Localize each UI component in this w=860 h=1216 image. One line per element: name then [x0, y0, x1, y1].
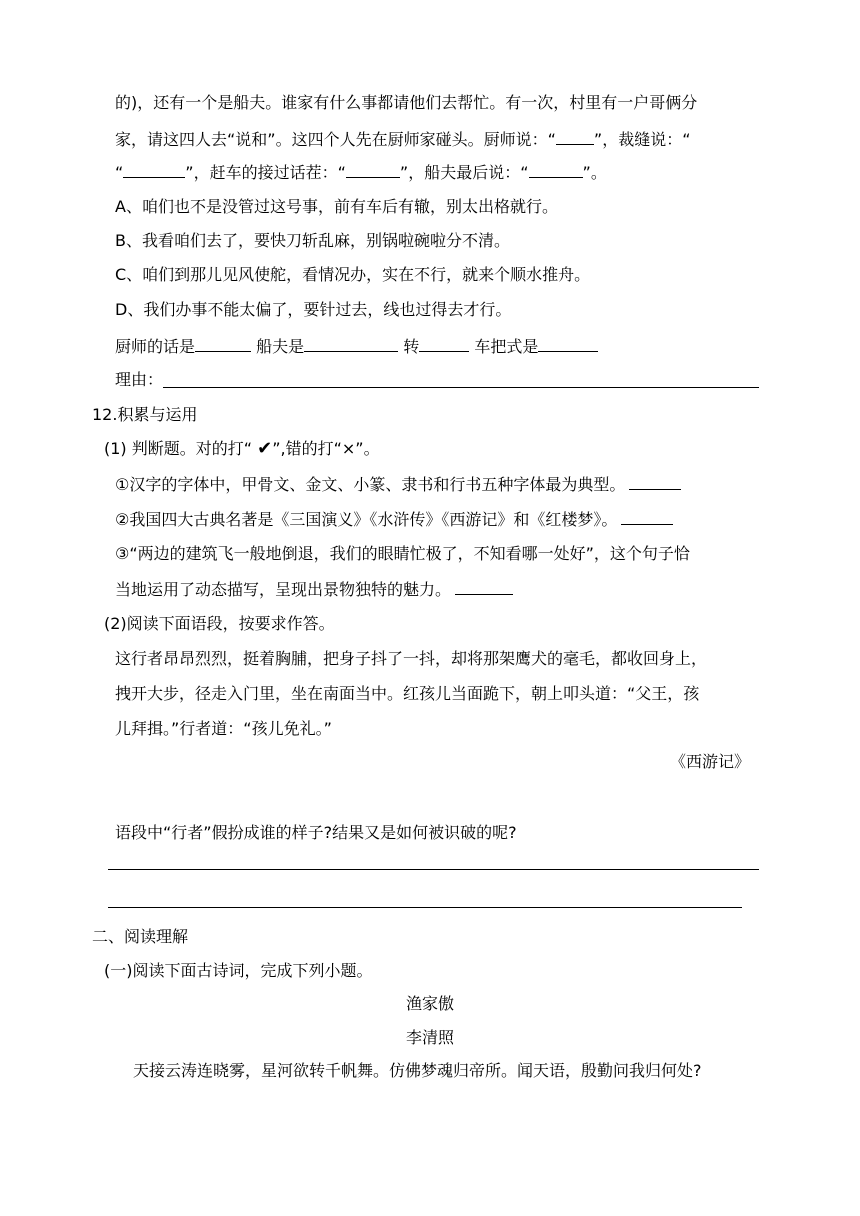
part1-prefix: (1) 判断题。对的打“: [104, 439, 258, 458]
quote-open: “: [115, 163, 124, 182]
q12-item-3-line-2: [115, 578, 513, 601]
question-answer-line-1[interactable]: [108, 869, 759, 870]
q12-item-1: [115, 473, 681, 496]
q12-part1-title: [104, 438, 380, 460]
boatman-says: ，船夫最后说：: [408, 163, 521, 182]
passage-line-3: 儿拜揖。”行者道：“孩儿免礼。”: [115, 719, 332, 738]
item-3-text: 当地运用了动态描写，呈现出景物独特的魅力。: [115, 580, 452, 599]
answer-chef-blank[interactable]: [195, 335, 251, 352]
quote-open: “: [520, 163, 529, 182]
intro-line-3: [115, 161, 607, 184]
driver-quote-blank[interactable]: [346, 161, 400, 178]
intro-line-2: [115, 128, 691, 151]
q12-title: 12.积累与运用: [92, 405, 198, 424]
answer-cart-label: 车把式是: [474, 337, 539, 356]
option-a: A、咱们也不是没管过这号事，前有车后有辙，别太出格就行。: [115, 197, 558, 216]
item-2-blank[interactable]: [621, 508, 673, 525]
answer-cart-blank[interactable]: [538, 335, 598, 352]
answer-chef-label: 厨师的话是: [115, 337, 196, 356]
part1-suffix: ”,错的打“×”。: [272, 439, 380, 458]
quote-open: “: [337, 163, 346, 182]
answer-turn-label: 转: [403, 337, 420, 356]
q12-part2-title: (2)阅读下面语段，按要求作答。: [104, 614, 335, 633]
tailor-quote-blank[interactable]: [123, 161, 185, 178]
quote-close: ”: [593, 130, 603, 149]
answer-turn-blank[interactable]: [419, 335, 469, 352]
quote-open: “: [547, 130, 556, 149]
check-mark-icon: ✔: [257, 438, 273, 459]
chef-quote-blank[interactable]: [556, 128, 594, 145]
reason-answer-line[interactable]: [163, 387, 759, 388]
poem-line-1: 天接云涛连晓雾，星河欲转千帆舞。仿佛梦魂归帝所。闻天语，殷勤问我归何处?: [133, 1061, 702, 1080]
quote-close: ”: [185, 163, 194, 182]
q12-item-2: [115, 508, 673, 531]
passage-source: 《西游记》: [670, 752, 751, 771]
q12-question: 语段中“行者”假扮成谁的样子?结果又是如何被识破的呢?: [115, 823, 517, 842]
quote-close: ”: [582, 163, 591, 182]
reason-label: 理由：: [115, 370, 164, 389]
driver-says: ，赶车的接过话茬：: [193, 163, 338, 182]
question-answer-line-2[interactable]: [108, 907, 742, 908]
item-1-blank[interactable]: [629, 473, 681, 490]
section-2-subtitle: (一)阅读下面古诗词，完成下列小题。: [104, 961, 373, 980]
answer-boat-blank[interactable]: [304, 335, 398, 352]
option-d: D、我们办事不能太偏了，要针过去，线也过得去才行。: [115, 300, 512, 319]
intro-line-1: 的)，还有一个是船夫。谁家有什么事都请他们去帮忙。有一次，村里有一户哥俩分: [115, 93, 698, 112]
boatman-quote-blank[interactable]: [529, 161, 583, 178]
option-c: C、咱们到那儿见风使舵，看情况办，实在不行，就来个顺水推舟。: [115, 265, 591, 284]
item-3-blank[interactable]: [455, 578, 513, 595]
passage-line-2: 拽开大步，径走入门里，坐在南面当中。红孩儿当面跪下，朝上叩头道：“父王，孩: [115, 684, 700, 703]
answer-line: [115, 335, 598, 358]
quote-open: “: [682, 130, 691, 149]
tailor-says: ，裁缝说：: [602, 130, 683, 149]
poem-author: 李清照: [405, 1028, 454, 1047]
period: 。: [590, 163, 607, 182]
answer-boat-label: 船夫是: [256, 337, 305, 356]
intro-line-2-text: 家，请这四人去“说和”。这四个人先在厨师家碰头。厨师说：: [115, 130, 548, 149]
item-2-text: ②我国四大古典名著是《三国演义》《水浒传》《西游记》和《红楼梦》。: [115, 510, 618, 529]
quote-close: ”: [399, 163, 409, 182]
passage-line-1: 这行者昂昂烈烈，挺着胸脯，把身子抖了一抖，却将那架鹰犬的毫毛，都收回身上，: [115, 649, 708, 668]
poem-title: 渔家傲: [405, 994, 454, 1013]
item-1-text: ①汉字的字体中，甲骨文、金文、小篆、隶书和行书五种字体最为典型。: [115, 475, 626, 494]
option-b: B、我看咱们去了，要快刀斩乱麻，别锅啦碗啦分不清。: [115, 231, 510, 250]
q12-item-3-line-1: ③“两边的建筑飞一般地倒退，我们的眼睛忙极了，不知看哪一处好”，这个句子恰: [115, 544, 690, 563]
section-2-title: 二、阅读理解: [92, 927, 189, 946]
